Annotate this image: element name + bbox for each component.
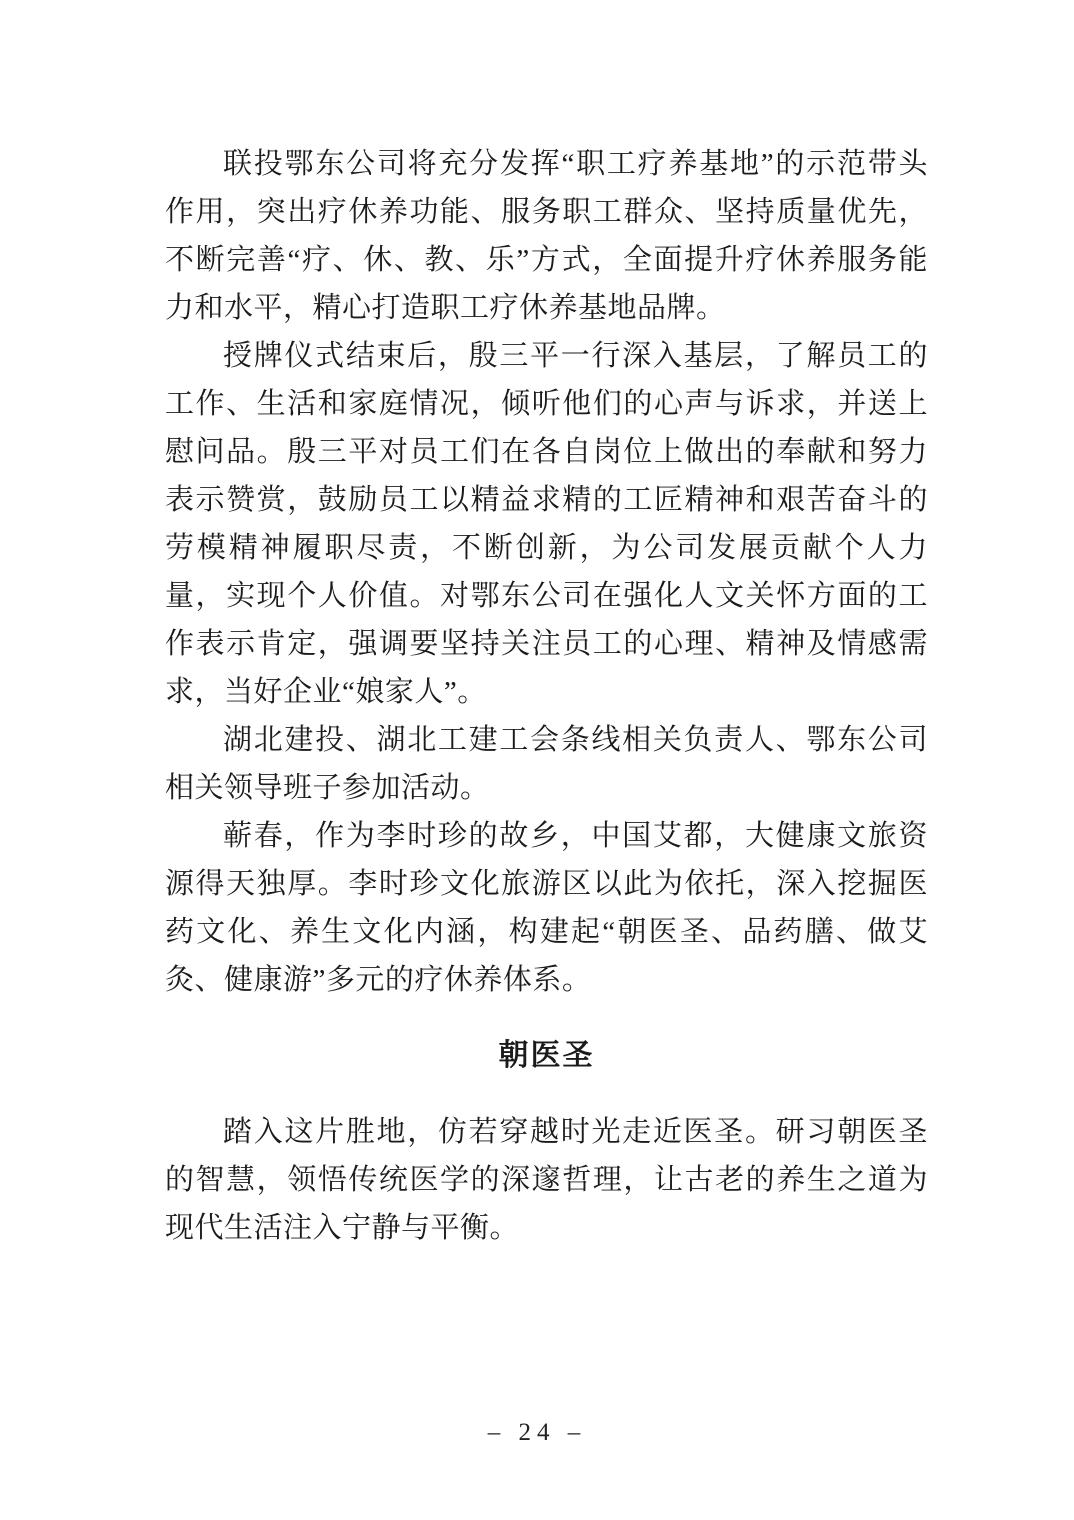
section-heading: 朝医圣: [498, 1039, 595, 1072]
paragraph: 蕲春，作为李时珍的故乡，中国艾都，大健康文旅资源得天独厚。李时珍文化旅游区以此为依托，深入挖掘医药文化、养生文化内涵，构建起“朝医圣、品药膳、做艾灸、健康游”多元的疗休养体系。: [165, 820, 928, 996]
document-body: [165, 140, 928, 1252]
paragraph: 联投鄂东公司将充分发挥“职工疗养基地”的示范带头作用，突出疗休养功能、服务职工群众、坚持质量优先，不断完善“疗、休、教、乐”方式，全面提升疗休养服务能力和水平，精心打造职工疗休养基地品牌。: [165, 148, 928, 324]
page-number: – 24 –: [487, 1419, 587, 1446]
paragraph: 授牌仪式结束后，殷三平一行深入基层，了解员工的工作、生活和家庭情况，倾听他们的心声与诉求，并送上慰问品。殷三平对员工们在各自岗位上做出的奉献和努力表示赞赏，鼓励员工以精益求精的工匠精神和艰苦奋斗的劳模精神履职尽责，不断创新，为公司发展贡献个人力量，实现个人价值。对鄂东公司在强化人文关怀方面的工作表示肯定，强调要坚持关注员工的心理、精神及情感需求，当好企业“娘家人”。: [165, 340, 928, 708]
page-footer: [0, 1418, 1074, 1448]
paragraph: 湖北建投、湖北工建工会条线相关负责人、鄂东公司相关领导班子参加活动。: [165, 724, 928, 804]
paragraph: 踏入这片胜地，仿若穿越时光走近医圣。研习朝医圣的智慧，领悟传统医学的深邃哲理，让古老的养生之道为现代生活注入宁静与平衡。: [165, 1116, 928, 1244]
